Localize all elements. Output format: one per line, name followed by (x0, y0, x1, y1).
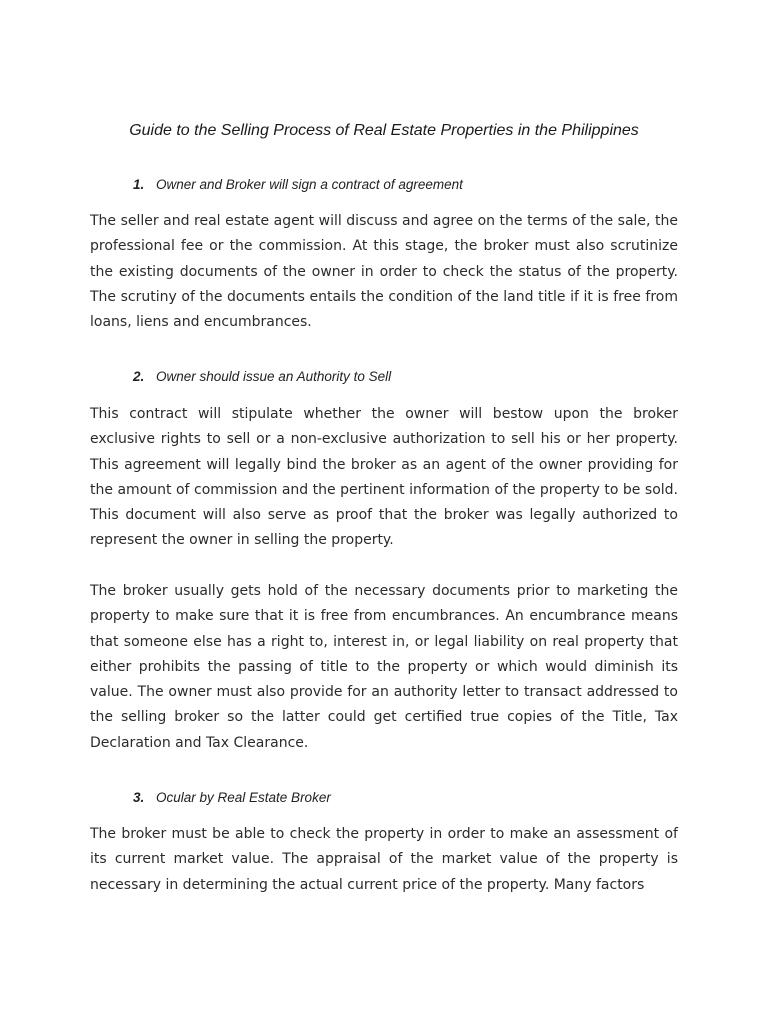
step-heading-text: Owner and Broker will sign a contract of agreement (156, 177, 463, 192)
step-heading-text: Ocular by Real Estate Broker (156, 790, 331, 805)
step-heading-text: Owner should issue an Authority to Sell (156, 369, 392, 384)
step-heading-2 (133, 368, 391, 386)
step-3-paragraph: The broker must be able to check the property in order to make an assessment of its current market value. The appraisal of the market value of the property is necessary in determining the actual current price of the property. Many factors (90, 826, 678, 893)
step-heading-1 (133, 176, 463, 194)
step-number: 3. (133, 790, 145, 805)
step-2-paragraph-1: This contract will stipulate whether the owner will bestow upon the broker exclusive rights to sell or a non-exclusive authorization to sell his or her property. This agreement will legally bind the broker as an agent of the owner providing for the amount of commission and the pertinent information of the property to be sold. This document will also serve as proof that the broker was legally authorized to represent the owner in selling the property. (90, 406, 678, 549)
step-2-paragraph-2: The broker usually gets hold of the necessary documents prior to marketing the property to make sure that it is free from encumbrances. An encumbrance means that someone else has a right to, interest in, or legal liability on real property that either prohibits the passing of title to the property or which would diminish its value. The owner must also provide for an authority letter to transact addressed to the selling broker so the latter could get certified true copies of the Title, Tax Declaration and Tax Clearance. (90, 583, 678, 751)
step-number: 2. (133, 369, 145, 384)
step-heading-3 (133, 789, 331, 807)
step-1-paragraph: The seller and real estate agent will discuss and agree on the terms of the sale, the professional fee or the commission. At this stage, the broker must also scrutinize the existing documents of the owner in order to check the status of the property. The scrutiny of the documents entails the condition of the land title if it is free from loans, liens and encumbrances. (90, 213, 678, 331)
step-number: 1. (133, 177, 145, 192)
document-title: Guide to the Selling Process of Real Estate Properties in the Philippines (129, 122, 639, 139)
